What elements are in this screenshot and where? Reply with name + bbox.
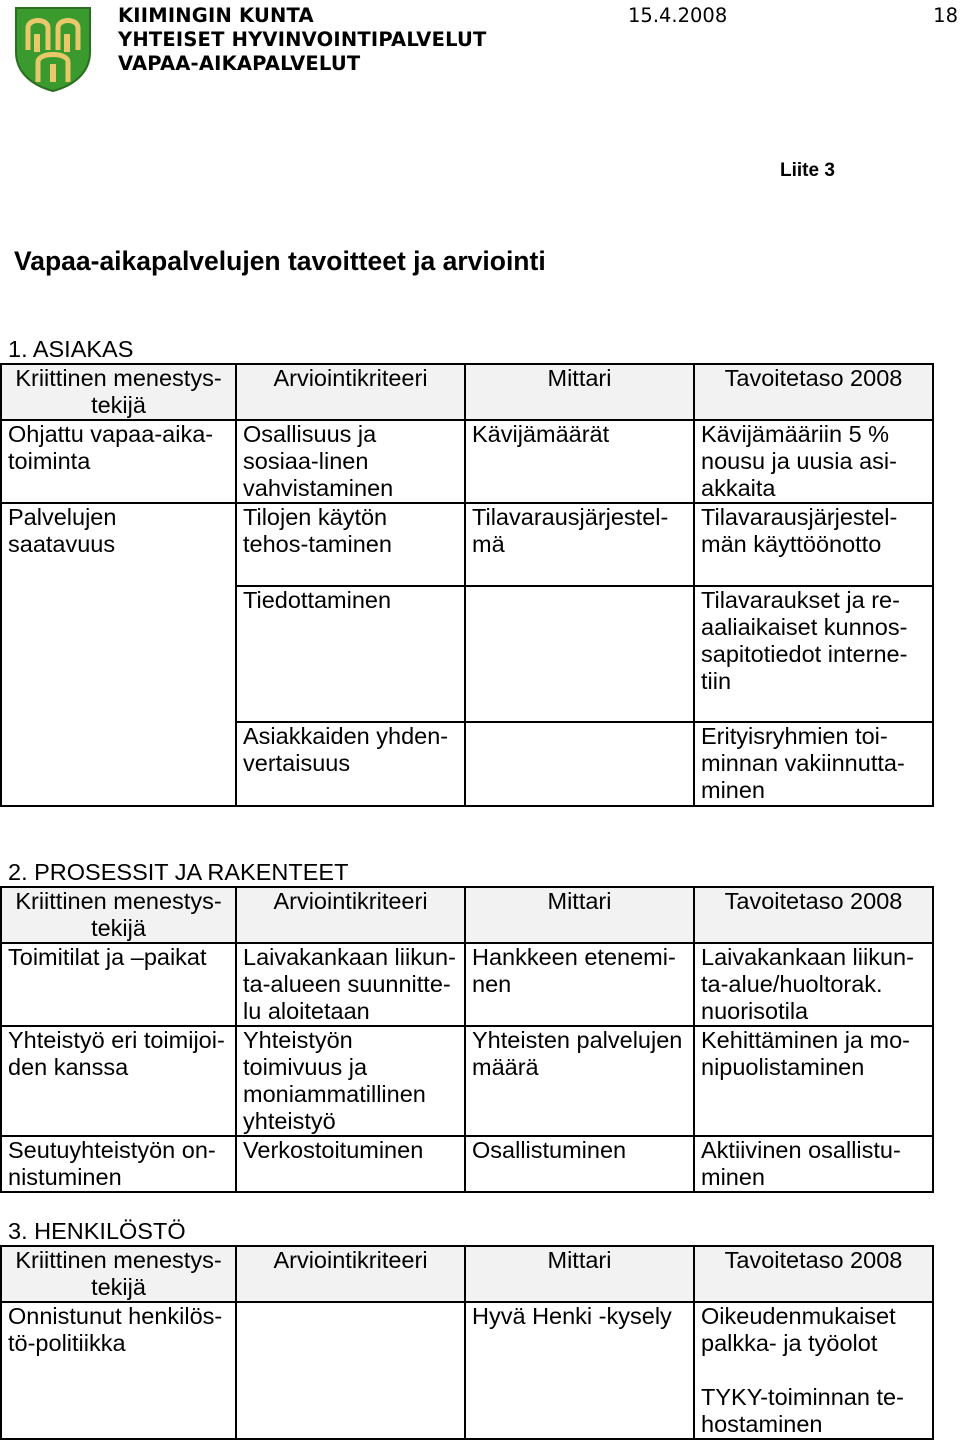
column-header: Tavoitetaso 2008 [694, 887, 933, 943]
column-header: Arviointikriteeri [236, 887, 465, 943]
table-cell: Tiedottaminen [236, 586, 465, 722]
section-heading-henkilosto: 3. HENKILÖSTÖ [8, 1218, 186, 1244]
page-title: Vapaa-aikapalvelujen tavoitteet ja arviointi [14, 246, 546, 276]
column-header: Mittari [465, 1246, 694, 1302]
table-cell: Erityisryhmien toi-minnan vakiinnutta-minen [694, 722, 933, 806]
table-cell: Seutuyhteistyön on-nistuminen [1, 1136, 236, 1192]
table-cell [1, 586, 236, 722]
table-cell: Yhteisten palvelujen määrä [465, 1026, 694, 1136]
table-cell: Kävijämäärät [465, 420, 694, 503]
column-header: Arviointikriteeri [236, 1246, 465, 1302]
table-cell: Onnistunut henkilös-tö-politiikka [1, 1302, 236, 1439]
section-heading-prosessit: 2. PROSESSIT JA RAKENTEET [8, 859, 349, 885]
org-line-2: YHTEISET HYVINVOINTIPALVELUT [118, 28, 487, 51]
table-cell: Osallisuus ja sosiaa-linen vahvistaminen [236, 420, 465, 503]
municipal-coat-of-arms-icon [14, 6, 92, 92]
table-cell: Verkostoituminen [236, 1136, 465, 1192]
table-cell: Tilojen käytön tehos-taminen [236, 503, 465, 586]
table-cell: Yhteistyö eri toimijoi-den kanssa [1, 1026, 236, 1136]
column-header: Kriittinen menestys-tekijä [1, 887, 236, 943]
target-text-extra: TYKY-toiminnan te-hostaminen [701, 1384, 904, 1437]
table-cell: Kehittäminen ja mo-nipuolistaminen [694, 1026, 933, 1136]
table-cell: Tilavarausjärjestel-män käyttöönotto [694, 503, 933, 586]
table-cell [236, 1302, 465, 1439]
column-header: Mittari [465, 364, 694, 420]
document-header [0, 0, 960, 100]
table-row [1, 1136, 933, 1192]
column-header: Kriittinen menestys-tekijä [1, 1246, 236, 1302]
column-header: Tavoitetaso 2008 [694, 364, 933, 420]
page-number: 18 [933, 4, 958, 27]
table-row [1, 1302, 933, 1439]
table-cell: Hankkeen etenemi-nen [465, 943, 694, 1026]
org-line-3: VAPAA-AIKAPALVELUT [118, 52, 361, 75]
table-cell: Yhteistyön toimivuus ja moniammatillinen yhteistyö [236, 1026, 465, 1136]
table-cell: Tilavarausjärjestel-mä [465, 503, 694, 586]
table-cell: Kävijämääriin 5 % nousu ja uusia asi-akkaita [694, 420, 933, 503]
table-row [1, 420, 933, 503]
table-cell: Ohjattu vapaa-aika-toiminta [1, 420, 236, 503]
table-cell: Laivakankaan liikun-ta-alueen suunnitte-lu aloitetaan [236, 943, 465, 1026]
org-line-1: KIIMINGIN KUNTA [118, 4, 314, 27]
table-header-row [1, 364, 933, 420]
table-cell: Laivakankaan liikun-ta-alue/huoltorak. nuorisotila [694, 943, 933, 1026]
table-cell: Asiakkaiden yhden-vertaisuus [236, 722, 465, 806]
table-row [1, 722, 933, 806]
table-cell: Osallistuminen [465, 1136, 694, 1192]
appendix-label: Liite 3 [780, 160, 835, 181]
column-header: Kriittinen menestys-tekijä [1, 364, 236, 420]
criteria-table-asiakas [0, 363, 934, 807]
table-row [1, 503, 933, 586]
column-header: Arviointikriteeri [236, 364, 465, 420]
table-cell: Tilavaraukset ja re-aaliaikaiset kunnos-sapitotiedot interne-tiin [694, 586, 933, 722]
table-header-row [1, 887, 933, 943]
table-cell: Toimitilat ja –paikat [1, 943, 236, 1026]
table-row [1, 586, 933, 722]
header-date: 15.4.2008 [628, 4, 728, 27]
table-header-row [1, 1246, 933, 1302]
table-cell [694, 1302, 933, 1439]
target-text: Oikeudenmukaiset palkka- ja työolot [701, 1303, 896, 1356]
table-cell [465, 586, 694, 722]
table-cell: Aktiivinen osallistu-minen [694, 1136, 933, 1192]
table-cell [465, 722, 694, 806]
column-header: Mittari [465, 887, 694, 943]
column-header: Tavoitetaso 2008 [694, 1246, 933, 1302]
table-cell [1, 722, 236, 806]
criteria-table-prosessit [0, 886, 934, 1193]
table-row [1, 943, 933, 1026]
organization-name [118, 4, 487, 76]
table-row [1, 1026, 933, 1136]
table-cell: Hyvä Henki -kysely [465, 1302, 694, 1439]
section-heading-asiakas: 1. ASIAKAS [8, 336, 134, 362]
criteria-table-henkilosto [0, 1245, 934, 1440]
table-cell: Palvelujen saatavuus [1, 503, 236, 586]
